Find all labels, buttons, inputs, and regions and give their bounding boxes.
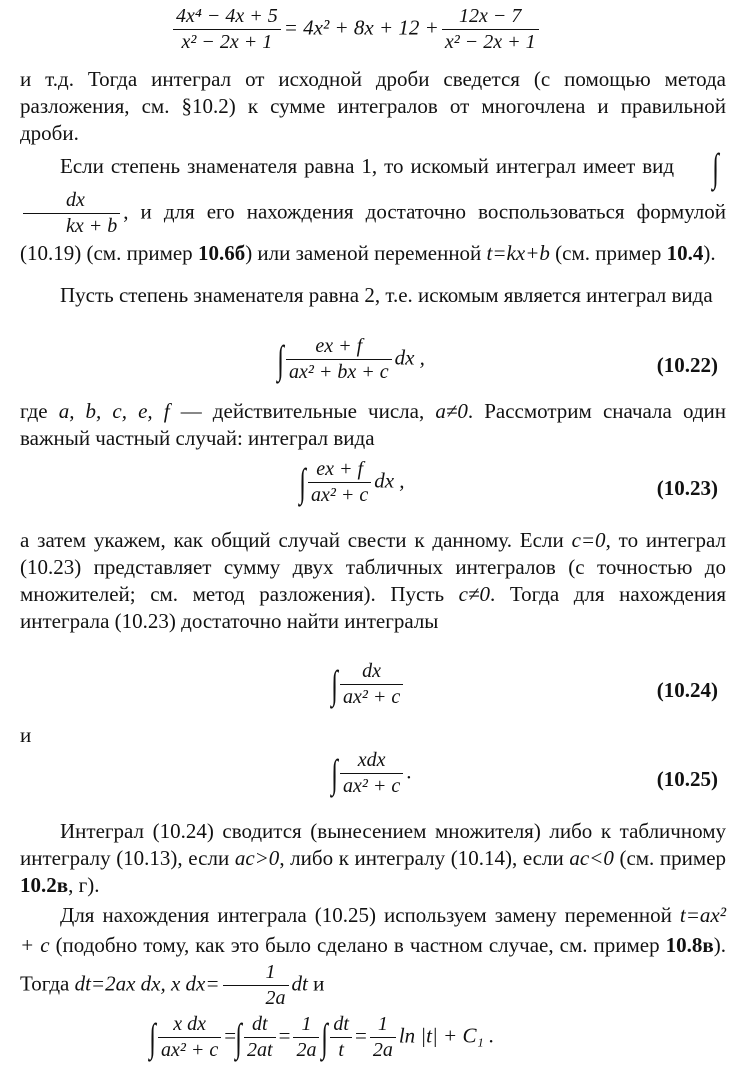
equation-body bbox=[332, 748, 411, 799]
numerator: dt bbox=[330, 1012, 352, 1038]
numerator: 1 bbox=[370, 1012, 396, 1038]
text: . Рассмотрим сначала один важный частный случай: интеграл вида bbox=[20, 399, 727, 450]
fraction bbox=[293, 1012, 319, 1063]
text: Интеграл (10.24) сводится (вынесением множителя) либо к табличному интегралу (10.13), если bbox=[20, 819, 726, 870]
denominator: 2a bbox=[265, 987, 286, 1009]
fraction bbox=[158, 1012, 221, 1063]
integral-sign: ∫ bbox=[321, 1014, 329, 1060]
top-equation bbox=[170, 4, 542, 55]
denominator: ax² + c bbox=[310, 484, 369, 506]
differential: dt=2ax dx, bbox=[74, 971, 166, 996]
example-ref: 10.4 bbox=[666, 241, 704, 265]
denominator: 2a bbox=[296, 1039, 317, 1061]
paragraph-1: и т.д. Тогда интеграл от исходной дроби сведется (с помощью метода разложения, см. §10.2) к сумме интегралов от многочлена и правильной дроби. bbox=[20, 67, 726, 145]
final-equation: ∫ $\frac{\text{x dx}}{\text{ax² + c}}$ =∫ $\frac{dt}{2at}$ = $\frac{1}{2a}$ ∫ $\frac{dt}{t}$ = $\frac{1}{2a}$ ln |t| + C₁ . bbox=[149, 1013, 495, 1061]
text: . Тогда для нахождения интеграла (10.23) достаточно найти интегралы bbox=[20, 582, 727, 633]
substitution: t=ax² + c bbox=[20, 903, 726, 957]
denominator: kx + b bbox=[66, 215, 118, 237]
fraction bbox=[370, 1012, 396, 1063]
text: , г). bbox=[68, 873, 100, 897]
numerator: ex + f bbox=[286, 334, 392, 360]
text: , либо к интегралу (10.14), если bbox=[279, 846, 564, 870]
equation-tail: ln |t| + C₁ . bbox=[398, 1023, 495, 1048]
equation-body bbox=[300, 457, 405, 508]
numerator: 12x − 7 bbox=[442, 4, 539, 30]
equation-body bbox=[332, 659, 406, 710]
text: , и для его нахождения достаточно воспользоваться формулой (10.19) (см. пример bbox=[20, 199, 726, 265]
integral-sign: ∫ bbox=[299, 459, 306, 505]
fraction bbox=[330, 1012, 352, 1063]
equation-10-22 bbox=[20, 332, 726, 402]
integral-sign: ∫ bbox=[331, 750, 338, 796]
condition: c≠0 bbox=[458, 582, 491, 606]
numerator: dt bbox=[244, 1012, 276, 1038]
text: (подобно тому, как это было сделано в частном случае, см. пример bbox=[55, 933, 660, 957]
fraction bbox=[340, 659, 403, 710]
paragraph-5 bbox=[20, 527, 726, 635]
text: Для нахождения интеграла (10.25) используем замену переменной bbox=[60, 903, 672, 927]
text: а затем укажем, как общий случай свести к данному. Если bbox=[20, 528, 564, 552]
text: , то интеграл (10.23) представляет сумму двух табличных интегралов (с точностью до множителей; см. метод разложения). Пусть bbox=[20, 528, 727, 606]
conjunction: и bbox=[313, 971, 325, 996]
equation-middle: = 4x² + 8x + 12 + bbox=[283, 15, 439, 40]
condition: c=0 bbox=[571, 528, 606, 552]
denominator: x² − 2x + 1 bbox=[444, 31, 536, 53]
denominator: ax² + c bbox=[342, 775, 401, 797]
paragraph-7 bbox=[20, 900, 726, 1011]
fraction bbox=[340, 748, 403, 799]
denominator: ax² + c bbox=[160, 1039, 219, 1061]
variables: a, b, c, e, f bbox=[58, 399, 170, 423]
integral-sign: ∫ bbox=[277, 336, 284, 382]
integral-sign: ∫ bbox=[235, 1014, 242, 1060]
denominator: ax² + bx + c bbox=[288, 361, 389, 383]
fraction bbox=[308, 457, 371, 508]
fraction bbox=[23, 188, 120, 239]
numerator: 4x⁴ − 4x + 5 bbox=[173, 4, 281, 30]
condition: a≠0 bbox=[435, 399, 468, 423]
denominator: 2a bbox=[372, 1039, 393, 1061]
text: Если степень знаменателя равна 1, то искомый интеграл имеет вид bbox=[60, 153, 675, 178]
equation-tail: dx , bbox=[394, 345, 425, 370]
fraction bbox=[244, 1012, 276, 1063]
condition: ac<0 bbox=[569, 846, 614, 870]
substitution: t=kx+b bbox=[486, 241, 550, 265]
conjunction: и bbox=[20, 723, 32, 747]
numerator: 1 bbox=[293, 1012, 319, 1038]
equation-10-23 bbox=[20, 455, 726, 525]
example-ref: 10.2в bbox=[20, 873, 69, 897]
numerator: dx bbox=[340, 659, 403, 685]
denominator: 2at bbox=[247, 1039, 273, 1061]
denominator: x² − 2x + 1 bbox=[181, 31, 273, 53]
fraction bbox=[286, 334, 392, 385]
text: где bbox=[20, 399, 48, 423]
paragraph-4 bbox=[20, 398, 726, 452]
numerator: 1 bbox=[223, 960, 289, 986]
paragraph-6 bbox=[20, 818, 726, 899]
equation-number: (10.23) bbox=[656, 476, 718, 500]
integral-sign: ∫ bbox=[712, 145, 719, 190]
text: (см. пример bbox=[619, 846, 727, 870]
equation-10-24 bbox=[20, 657, 726, 727]
equation-number: (10.24) bbox=[656, 678, 718, 702]
fraction bbox=[173, 4, 281, 55]
fraction bbox=[223, 960, 289, 1011]
text: (см. пример bbox=[555, 241, 662, 265]
condition: ac>0 bbox=[234, 846, 280, 870]
denominator: ax² + c bbox=[342, 686, 401, 708]
numerator: x dx bbox=[158, 1012, 221, 1038]
differential: x dx= bbox=[170, 971, 220, 996]
example-ref: 10.6б bbox=[197, 241, 246, 265]
equation-body bbox=[278, 334, 425, 385]
example-ref: 10.8в bbox=[665, 933, 714, 957]
differential: dt bbox=[291, 971, 308, 996]
integral-sign: ∫ bbox=[149, 1014, 156, 1060]
numerator: dx bbox=[23, 188, 120, 214]
paragraph-2 bbox=[20, 145, 726, 268]
paragraph-3: Пусть степень знаменателя равна 2, т.е. искомым является интеграл вида bbox=[60, 283, 713, 307]
numerator: ex + f bbox=[308, 457, 371, 483]
equation-number: (10.22) bbox=[656, 353, 718, 377]
text: ) или заменой переменной bbox=[245, 241, 482, 265]
fraction bbox=[442, 4, 539, 55]
text: ). bbox=[703, 241, 716, 265]
equation-tail: . bbox=[406, 759, 412, 784]
text: ). Тогда bbox=[20, 933, 726, 996]
text: — действительные числа, bbox=[180, 399, 425, 423]
equation-number: (10.25) bbox=[656, 767, 718, 791]
integral-sign: ∫ bbox=[331, 661, 338, 707]
equation-tail: dx , bbox=[374, 468, 405, 493]
denominator: t bbox=[338, 1039, 344, 1061]
equation-10-25 bbox=[20, 746, 726, 816]
numerator: xdx bbox=[340, 748, 403, 774]
